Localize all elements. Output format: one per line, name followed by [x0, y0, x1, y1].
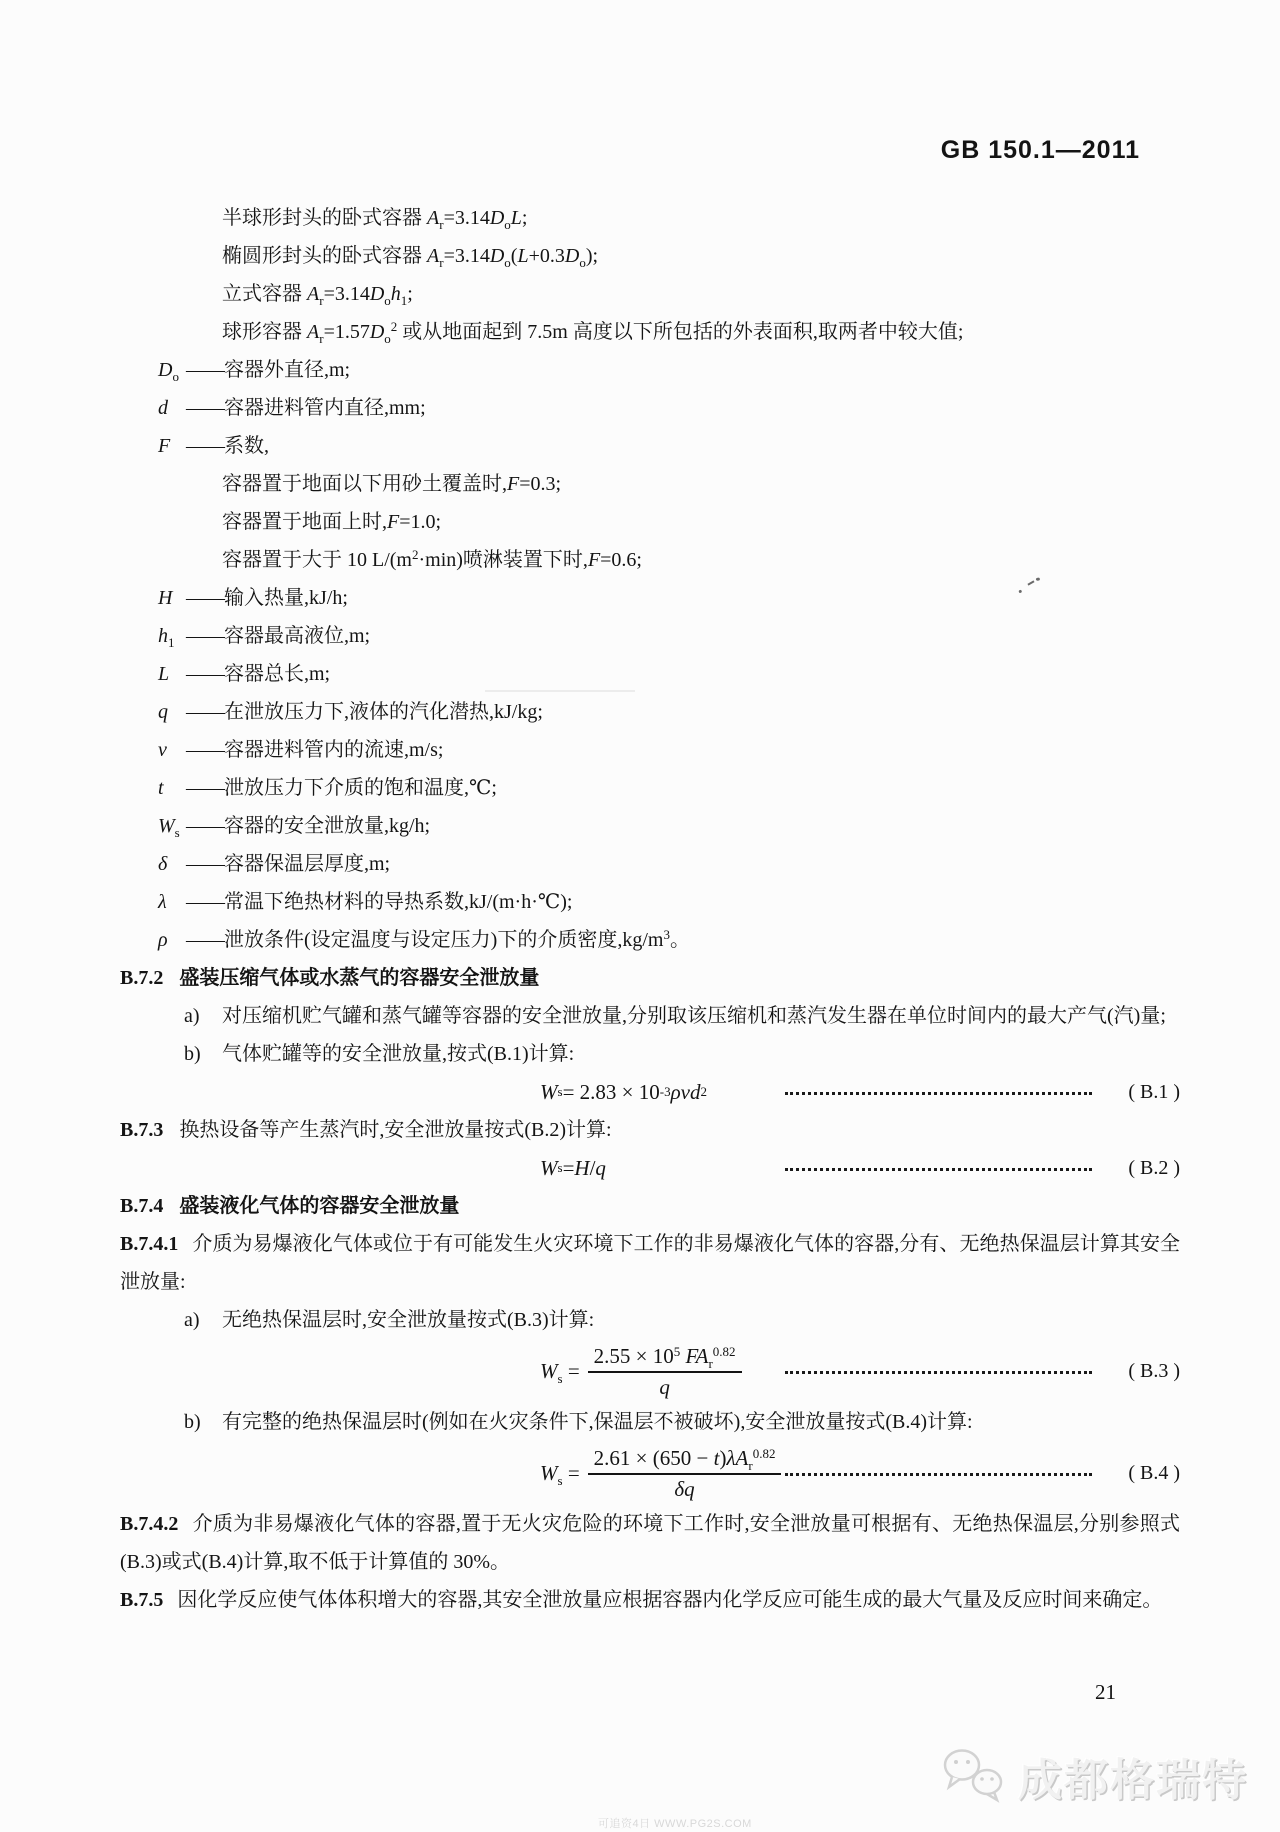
formula-lhs: $W_s$ =: [540, 1359, 580, 1386]
definition-text: 常温下绝热材料的导热系数,kJ/(m·h·℃);: [224, 891, 573, 913]
dash-separator: ——: [186, 435, 224, 457]
fraction-denominator: q: [659, 1375, 670, 1399]
definition-row: [120, 617, 1180, 655]
symbol: $D_o$: [158, 359, 179, 384]
definition-row: [120, 693, 1180, 731]
dash-separator: ——: [186, 587, 224, 609]
equation-b4: [120, 1441, 1180, 1505]
dash-separator: ——: [186, 929, 224, 951]
dash-separator: ——: [186, 891, 224, 913]
definition-text: 在泄放压力下,液体的汽化潜热,kJ/kg;: [224, 701, 543, 723]
equation-b3: [120, 1339, 1180, 1403]
dash-separator: ——: [186, 359, 224, 381]
definition-text: 容器保温层厚度,m;: [224, 853, 391, 875]
intro-formula-line: 半球形封头的卧式容器 $A_r=3.14D_oL$;: [222, 207, 528, 232]
paragraph-text: 介质为非易爆液化气体的容器,置于无火灾危险的环境下工作时,安全泄放量可根据有、无绝热保温层,分别参照式(B.3)或式(B.4)计算,取不低于计算值的 30%。: [120, 1513, 1180, 1573]
symbol: L: [158, 663, 170, 685]
list-marker: b): [184, 1043, 201, 1065]
symbol: δ: [158, 853, 168, 875]
dash-separator: ——: [186, 777, 224, 799]
list-marker: a): [184, 1005, 200, 1027]
definition-row: [120, 845, 1180, 883]
list-item-text: 气体贮罐等的安全泄放量,按式(B.1)计算:: [222, 1043, 575, 1065]
list-item-text: 对压缩机贮气罐和蒸气罐等容器的安全泄放量,分别取该压缩机和蒸汽发生器在单位时间内的最大产气(汽)量;: [222, 1005, 1166, 1027]
f-case-line: 容器置于地面上时,F=1.0;: [222, 511, 442, 533]
definition-row: [120, 351, 1180, 389]
formula-lhs: $W_s$ =: [540, 1461, 580, 1488]
dash-separator: ——: [186, 739, 224, 761]
definition-text: 容器最高液位,m;: [224, 625, 371, 647]
section-number: B.7.4.2: [120, 1513, 179, 1535]
paragraph-text: 因化学反应使气体体积增大的容器,其安全泄放量应根据容器内化学反应可能生成的最大气量及反应时间来确定。: [177, 1589, 1163, 1611]
fraction: [588, 1445, 782, 1501]
equation-label: ( B.4 ): [1128, 1462, 1180, 1484]
symbol: H: [158, 587, 173, 609]
page-body: [120, 199, 1180, 1619]
doc-number: GB 150.1—2011: [940, 136, 1140, 164]
symbol: ρ: [158, 929, 168, 951]
definition-text: 系数,: [224, 435, 269, 457]
definition-row: [120, 807, 1180, 845]
definition-text: 容器总长,m;: [224, 663, 331, 685]
f-case-line: 容器置于大于 10 $L/(m^2\cdot\min)$喷淋装置下时,F=0.6;: [222, 547, 642, 571]
section-number: B.7.5: [120, 1589, 164, 1611]
paragraph-b741: [120, 1225, 1180, 1301]
symbol: $h_1$: [158, 625, 175, 650]
page-number: 21: [1095, 1680, 1116, 1704]
dotted-leader: [785, 1473, 1092, 1476]
dash-separator: ——: [186, 853, 224, 875]
formula: W s = H / q: [540, 1156, 606, 1180]
dash-separator: ——: [186, 663, 224, 685]
definition-row: [120, 883, 1180, 921]
intro-formula-line: 椭圆形封头的卧式容器 $A_r=3.14D_o(L+0.3D_o)$;: [222, 245, 599, 270]
section-number: B.7.2: [120, 967, 164, 989]
fraction-numerator: $2.61 \times (650 - t)\lambda A_r^{0.82}$: [588, 1445, 782, 1475]
paragraph-text: 介质为易爆液化气体或位于有可能发生火灾环境下工作的非易爆液化气体的容器,分有、无绝热保温层计算其安全泄放量:: [120, 1233, 1180, 1293]
list-item-b: [120, 1035, 1180, 1073]
definition-text: 容器的安全泄放量,kg/h;: [224, 815, 431, 837]
symbol: q: [158, 701, 168, 723]
definition-text: 容器进料管内的流速,m/s;: [224, 739, 444, 761]
fraction-numerator: $2.55 \times 10^5$ $FA_r^{0.82}$: [588, 1343, 742, 1373]
paragraph-b742: [120, 1505, 1180, 1581]
definition-row: [120, 427, 1180, 465]
list-item-b: [120, 1403, 1180, 1441]
symbol: λ: [158, 891, 167, 913]
equation-label: ( B.1 ): [1128, 1081, 1180, 1103]
dash-separator: ——: [186, 701, 224, 723]
dotted-leader: [785, 1371, 1092, 1374]
fraction: [588, 1343, 742, 1399]
definition-row: [120, 389, 1180, 427]
formula: W s = 2.83 × 10 -3 ρvd 2: [540, 1080, 707, 1104]
symbol: F: [158, 435, 171, 457]
section-heading-b74: [120, 1187, 1180, 1225]
equation-b1: [120, 1073, 1180, 1111]
definition-row: [120, 921, 1180, 959]
fraction-denominator: δq: [674, 1477, 695, 1501]
f-case-line: 容器置于地面以下用砂土覆盖时,F=0.3;: [222, 473, 562, 495]
section-title: 盛装压缩气体或水蒸气的容器安全泄放量: [179, 967, 540, 989]
wechat-icon: [940, 1747, 1010, 1805]
list-item-a: [120, 997, 1180, 1035]
formula: [540, 1441, 781, 1505]
definition-text: 泄放条件(设定温度与设定压力)下的介质密度$,kg/m^3$。: [224, 927, 690, 951]
faint-smudge: [485, 690, 635, 692]
equation-b2: [120, 1149, 1180, 1187]
dash-separator: ——: [186, 397, 224, 419]
faint-url-watermark: 可追资4日 WWW.PG2S.COM: [598, 1818, 752, 1830]
definition-row: [120, 731, 1180, 769]
intro-formula-line: 球形容器 $A_r=1.57D_o^2$ 或从地面起到 7.5m 高度以下所包括的外表面积,取两者中较大值;: [222, 319, 964, 346]
section-title: 盛装液化气体的容器安全泄放量: [179, 1195, 460, 1217]
formula: [540, 1339, 742, 1403]
paragraph-b75: [120, 1581, 1180, 1619]
equation-label: ( B.2 ): [1128, 1157, 1180, 1179]
dotted-leader: [785, 1092, 1092, 1095]
list-marker: a): [184, 1309, 200, 1331]
list-item-text: 有完整的绝热保温层时(例如在火灾条件下,保温层不被破坏),安全泄放量按式(B.4)计算:: [222, 1411, 973, 1433]
section-number: B.7.3: [120, 1119, 164, 1141]
list-item-a: [120, 1301, 1180, 1339]
watermark: [940, 1744, 1248, 1808]
section-number: B.7.4.1: [120, 1233, 179, 1255]
intro-formula-line: 立式容器 $A_r=3.14D_oh_1$;: [222, 283, 413, 308]
symbol: d: [158, 397, 168, 419]
definition-text: 容器外直径,m;: [224, 359, 351, 381]
symbol: $W_s$: [158, 815, 180, 840]
section-heading-b72: [120, 959, 1180, 997]
definition-text: 输入热量,kJ/h;: [224, 587, 348, 609]
dash-separator: ——: [186, 625, 224, 647]
dash-separator: ——: [186, 815, 224, 837]
list-marker: b): [184, 1411, 201, 1433]
definition-text: 泄放压力下介质的饱和温度,℃;: [224, 777, 497, 799]
list-item-text: 无绝热保温层时,安全泄放量按式(B.3)计算:: [222, 1309, 595, 1331]
dotted-leader: [785, 1168, 1092, 1171]
section-number: B.7.4: [120, 1195, 164, 1217]
definition-row: [120, 655, 1180, 693]
symbol: v: [158, 739, 167, 761]
equation-label: ( B.3 ): [1128, 1360, 1180, 1382]
watermark-text: 成都格瑞特: [1018, 1756, 1248, 1805]
definition-text: 容器进料管内直径,mm;: [224, 397, 426, 419]
section-heading-b73: [120, 1111, 1180, 1149]
section-text: 换热设备等产生蒸汽时,安全泄放量按式(B.2)计算:: [179, 1119, 612, 1141]
definition-row: [120, 769, 1180, 807]
symbol: t: [158, 777, 164, 799]
